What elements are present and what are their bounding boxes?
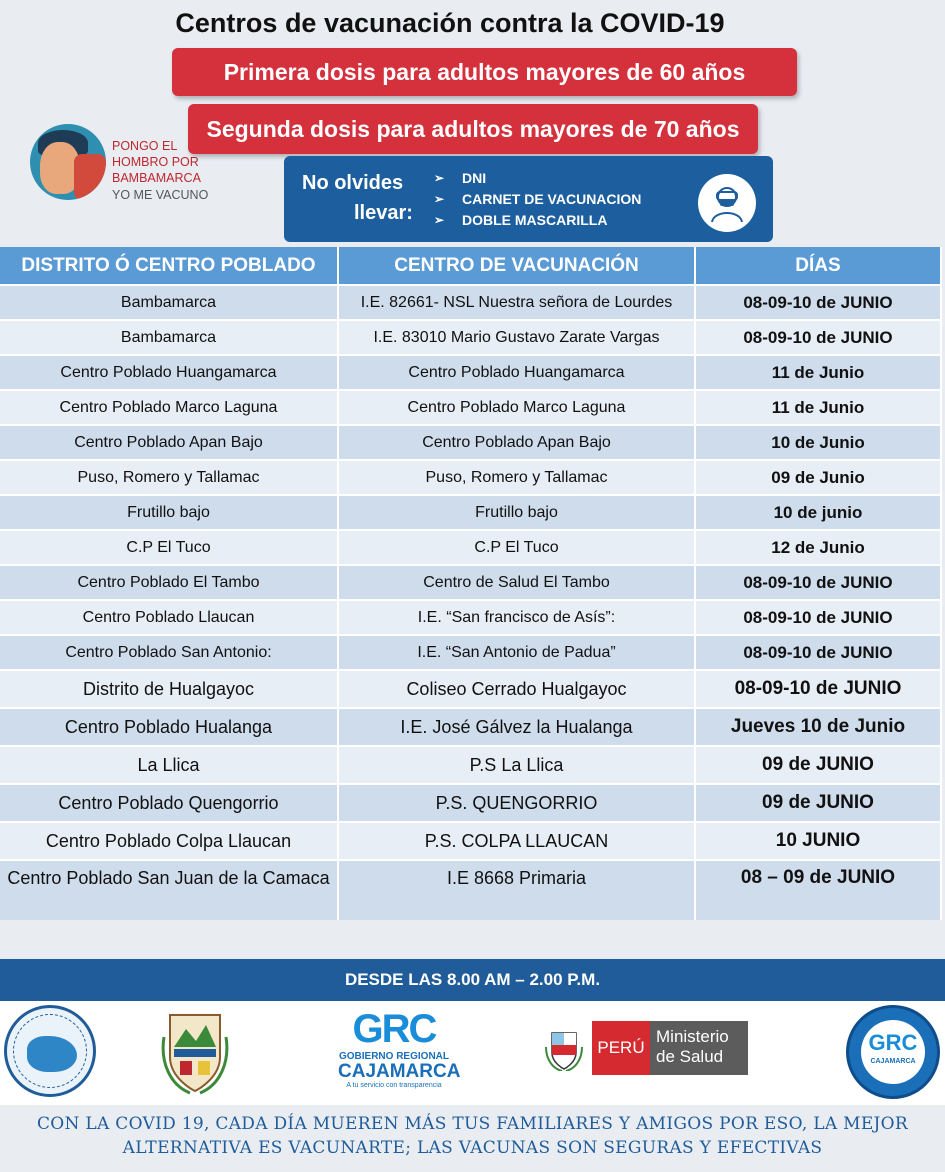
table-cell: Bambamarca bbox=[0, 320, 338, 355]
table-cell: Centro Poblado San Antonio: bbox=[0, 635, 338, 670]
slogan-line-2: YO ME VACUNO bbox=[112, 188, 209, 202]
table-header-row bbox=[0, 247, 941, 285]
table-cell: Centro Poblado Colpa Llaucan bbox=[0, 822, 338, 860]
table-cell: Centro Poblado Marco Laguna bbox=[0, 390, 338, 425]
slogan-line-1: PONGO EL HOMBRO POR BAMBAMARCA bbox=[112, 139, 201, 185]
table-cell: 09 de JUNIO bbox=[695, 784, 941, 822]
table-cell: 08-09-10 de JUNIO bbox=[695, 670, 941, 708]
arrow-icon: ➢ bbox=[434, 192, 445, 206]
vaccination-table bbox=[0, 247, 942, 920]
table-row bbox=[0, 784, 941, 822]
arrow-icon: ➢ bbox=[434, 213, 445, 227]
table-row bbox=[0, 285, 941, 320]
page-title: Centros de vacunación contra la COVID-19 bbox=[175, 8, 725, 38]
header-days: DÍAS bbox=[695, 247, 941, 285]
table-cell: Centro Poblado Llaucan bbox=[0, 600, 338, 635]
table-cell: 10 de Junio bbox=[695, 425, 941, 460]
table-cell: Frutillo bajo bbox=[338, 495, 695, 530]
table-cell: 10 JUNIO bbox=[695, 822, 941, 860]
table-cell: La Llica bbox=[0, 746, 338, 784]
table-cell: Centro Poblado Quengorrio bbox=[0, 784, 338, 822]
table-cell: Puso, Romero y Tallamac bbox=[0, 460, 338, 495]
table-cell: P.S La Llica bbox=[338, 746, 695, 784]
table-cell: 12 de Junio bbox=[695, 530, 941, 565]
table-cell: Centro Poblado Huangamarca bbox=[338, 355, 695, 390]
reminder-label-1: No olvides bbox=[302, 172, 404, 194]
map-icon bbox=[27, 1036, 77, 1072]
peru-coat-of-arms-icon bbox=[544, 1027, 584, 1071]
table-cell: I.E 8668 Primaria bbox=[338, 860, 695, 920]
table-cell: Puso, Romero y Tallamac bbox=[338, 460, 695, 495]
table-row bbox=[0, 670, 941, 708]
table-cell: Coliseo Cerrado Hualgayoc bbox=[338, 670, 695, 708]
table-cell: 10 de junio bbox=[695, 495, 941, 530]
table-cell: Centro Poblado Huangamarca bbox=[0, 355, 338, 390]
table-row bbox=[0, 390, 941, 425]
table-cell: I.E. 82661- NSL Nuestra señora de Lourdes bbox=[338, 285, 695, 320]
table-row bbox=[0, 708, 941, 746]
table-row bbox=[0, 635, 941, 670]
table-cell: Centro Poblado Apan Bajo bbox=[0, 425, 338, 460]
table-cell: Centro Poblado El Tambo bbox=[0, 565, 338, 600]
table-cell: 08 – 09 de JUNIO bbox=[695, 860, 941, 920]
table-cell: P.S. COLPA LLAUCAN bbox=[338, 822, 695, 860]
table-cell: Distrito de Hualgayoc bbox=[0, 670, 338, 708]
table-row bbox=[0, 495, 941, 530]
vaccine-person-icon bbox=[30, 124, 106, 200]
logos-strip bbox=[0, 1001, 945, 1105]
reminder-label-2: llevar: bbox=[354, 202, 413, 224]
table-row bbox=[0, 565, 941, 600]
table-row bbox=[0, 355, 941, 390]
table-cell: I.E. 83010 Mario Gustavo Zarate Vargas bbox=[338, 320, 695, 355]
table-cell: 09 de JUNIO bbox=[695, 746, 941, 784]
bambamarca-shield-logo bbox=[160, 1007, 230, 1097]
first-dose-banner: Primera dosis para adultos mayores de 60 años bbox=[172, 48, 797, 96]
second-dose-banner: Segunda dosis para adultos mayores de 70 años bbox=[188, 104, 758, 154]
slogan-block bbox=[30, 122, 230, 212]
table-cell: Frutillo bajo bbox=[0, 495, 338, 530]
table-cell: I.E. “San Antonio de Padua” bbox=[338, 635, 695, 670]
table-cell: I.E. “San francisco de Asís”: bbox=[338, 600, 695, 635]
reminder-item: ➢ CARNET DE VACUNACION bbox=[434, 189, 641, 210]
table-cell: C.P El Tuco bbox=[338, 530, 695, 565]
table-cell: Centro Poblado Hualanga bbox=[0, 708, 338, 746]
table-cell: Centro Poblado Apan Bajo bbox=[338, 425, 695, 460]
table-row bbox=[0, 600, 941, 635]
reminder-item: ➢ DNI bbox=[434, 168, 641, 189]
hours-bar: DESDE LAS 8.00 AM – 2.00 P.M. bbox=[0, 959, 945, 1001]
table-cell: 08-09-10 de JUNIO bbox=[695, 320, 941, 355]
header-district: DISTRITO Ó CENTRO POBLADO bbox=[0, 247, 338, 285]
reminder-box bbox=[284, 156, 773, 242]
table-row bbox=[0, 460, 941, 495]
table-cell: Centro de Salud El Tambo bbox=[338, 565, 695, 600]
table-cell: Jueves 10 de Junio bbox=[695, 708, 941, 746]
table-row bbox=[0, 822, 941, 860]
table-cell: 08-09-10 de JUNIO bbox=[695, 565, 941, 600]
table-cell: 11 de Junio bbox=[695, 390, 941, 425]
reminder-list bbox=[434, 168, 641, 231]
table-row bbox=[0, 320, 941, 355]
unidad-ejecutora-logo bbox=[4, 1005, 96, 1097]
table-cell: P.S. QUENGORRIO bbox=[338, 784, 695, 822]
table-cell: 08-09-10 de JUNIO bbox=[695, 600, 941, 635]
table-cell: C.P El Tuco bbox=[0, 530, 338, 565]
table-row bbox=[0, 746, 941, 784]
reminder-item: ➢ DOBLE MASCARILLA bbox=[434, 210, 641, 231]
table-cell: Centro Poblado Marco Laguna bbox=[338, 390, 695, 425]
face-mask-icon bbox=[698, 174, 756, 232]
table-row bbox=[0, 530, 941, 565]
header-center: CENTRO DE VACUNACIÓN bbox=[338, 247, 695, 285]
table-cell: I.E. José Gálvez la Hualanga bbox=[338, 708, 695, 746]
table-cell: Centro Poblado San Juan de la Camaca bbox=[0, 860, 338, 920]
gobierno-regional-cajamarca-logo: GRC GOBIERNO REGIONAL CAJAMARCA A tu servicio con transparencia bbox=[338, 1007, 461, 1089]
arrow-icon: ➢ bbox=[434, 171, 445, 185]
table-cell: Bambamarca bbox=[0, 285, 338, 320]
table-cell: 08-09-10 de JUNIO bbox=[695, 285, 941, 320]
table-cell: 11 de Junio bbox=[695, 355, 941, 390]
table-row bbox=[0, 425, 941, 460]
table-cell: 09 de Junio bbox=[695, 460, 941, 495]
table-cell: 08-09-10 de JUNIO bbox=[695, 635, 941, 670]
ministerio-de-salud-logo: PERÚ Ministerio de Salud bbox=[544, 1021, 748, 1077]
table-row bbox=[0, 860, 941, 920]
closing-message: CON LA COVID 19, CADA DÍA MUEREN MÁS TUS FAMILIARES Y AMIGOS POR ESO, LA MEJOR ALTERNATIVA ES VACUNARTE; LAS VACUNAS SON SEGURAS Y EFECTIVAS bbox=[37, 1114, 908, 1158]
direccion-regional-salud-logo: GRC CAJAMARCA bbox=[846, 1005, 940, 1099]
